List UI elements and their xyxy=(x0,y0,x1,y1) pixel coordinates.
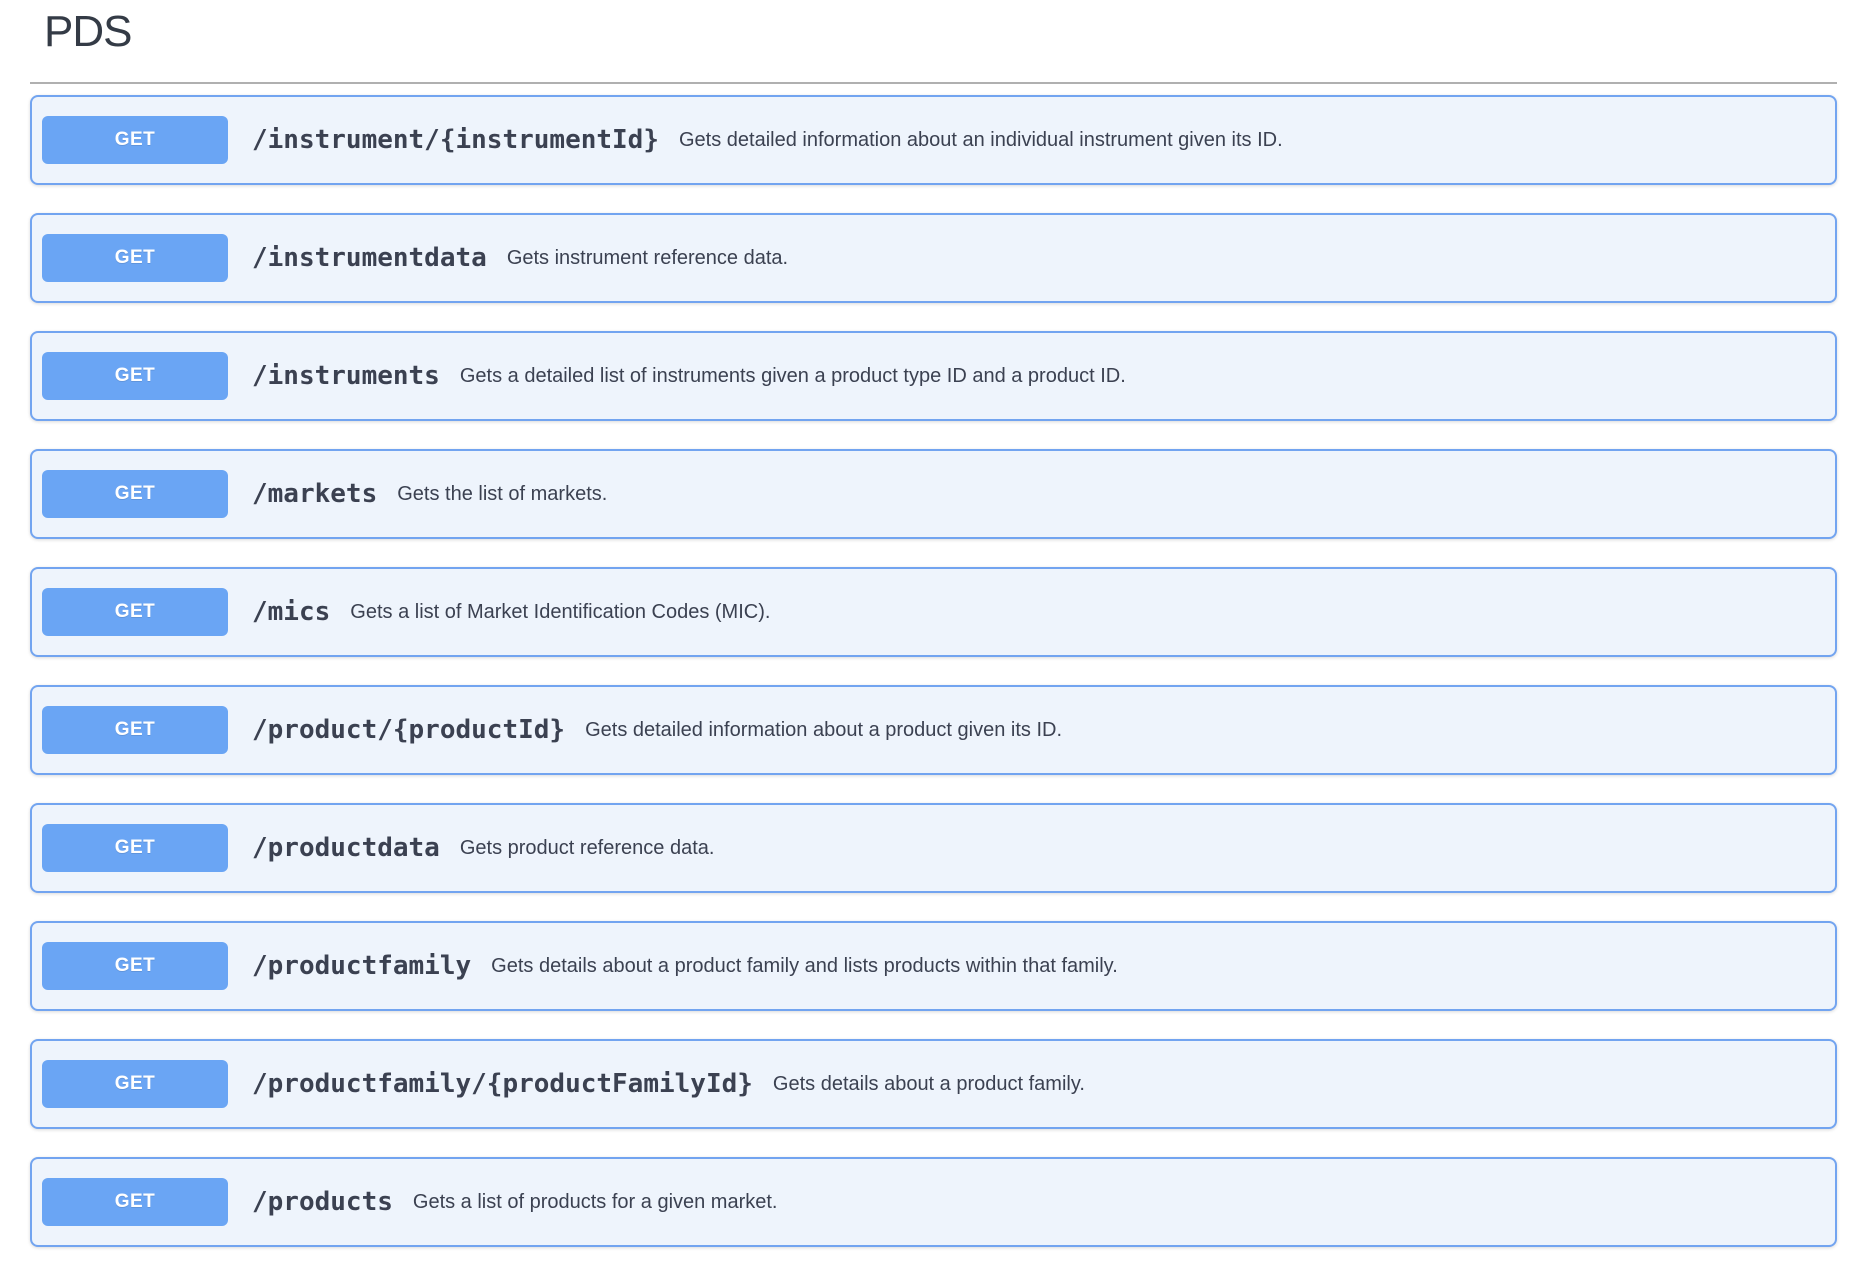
endpoint-path: /instruments xyxy=(252,361,440,392)
section-divider xyxy=(30,82,1837,84)
endpoint-path: /product/{productId} xyxy=(252,715,566,746)
endpoint-description: Gets product reference data. xyxy=(459,836,715,859)
endpoint-description: Gets details about a product family. xyxy=(772,1072,1085,1095)
endpoint-description: Gets a list of Market Identification Codes (MIC). xyxy=(350,600,771,623)
method-badge[interactable]: GET xyxy=(42,942,228,990)
method-badge[interactable]: GET xyxy=(42,824,228,872)
endpoint-row[interactable] xyxy=(30,567,1837,657)
endpoint-description: Gets detailed information about a product given its ID. xyxy=(585,718,1063,741)
endpoint-row[interactable] xyxy=(30,803,1837,893)
endpoint-row[interactable] xyxy=(30,95,1837,185)
endpoint-row[interactable] xyxy=(30,685,1837,775)
endpoint-path: /productdata xyxy=(252,833,440,864)
endpoint-description: Gets a detailed list of instruments given a product type ID and a product ID. xyxy=(459,364,1126,387)
endpoint-path: /instrumentdata xyxy=(252,243,487,274)
endpoint-path: /markets xyxy=(252,479,378,510)
endpoint-row[interactable] xyxy=(30,921,1837,1011)
endpoint-description: Gets instrument reference data. xyxy=(506,246,789,269)
endpoint-path: /mics xyxy=(252,597,331,628)
endpoint-path: /instrument/{instrumentId} xyxy=(252,125,659,156)
method-badge[interactable]: GET xyxy=(42,588,228,636)
endpoint-row[interactable] xyxy=(30,213,1837,303)
method-badge[interactable]: GET xyxy=(42,234,228,282)
endpoint-list xyxy=(30,95,1837,1247)
method-badge[interactable]: GET xyxy=(42,352,228,400)
method-badge[interactable]: GET xyxy=(42,1060,228,1108)
endpoint-description: Gets detailed information about an individual instrument given its ID. xyxy=(679,128,1283,151)
method-badge[interactable]: GET xyxy=(42,116,228,164)
endpoint-description: Gets the list of markets. xyxy=(397,482,608,505)
method-badge[interactable]: GET xyxy=(42,706,228,754)
endpoint-row[interactable] xyxy=(30,331,1837,421)
endpoint-path: /productfamily/{productFamilyId} xyxy=(252,1069,753,1100)
endpoint-description: Gets details about a product family and lists products within that family. xyxy=(491,954,1118,977)
endpoint-row[interactable] xyxy=(30,1157,1837,1247)
endpoint-row[interactable] xyxy=(30,1039,1837,1129)
endpoint-path: /productfamily xyxy=(252,951,472,982)
method-badge[interactable]: GET xyxy=(42,470,228,518)
endpoint-description: Gets a list of products for a given market. xyxy=(412,1190,778,1213)
endpoint-path: /products xyxy=(252,1187,393,1218)
method-badge[interactable]: GET xyxy=(42,1178,228,1226)
page-title: PDS xyxy=(44,7,132,56)
endpoint-row[interactable] xyxy=(30,449,1837,539)
